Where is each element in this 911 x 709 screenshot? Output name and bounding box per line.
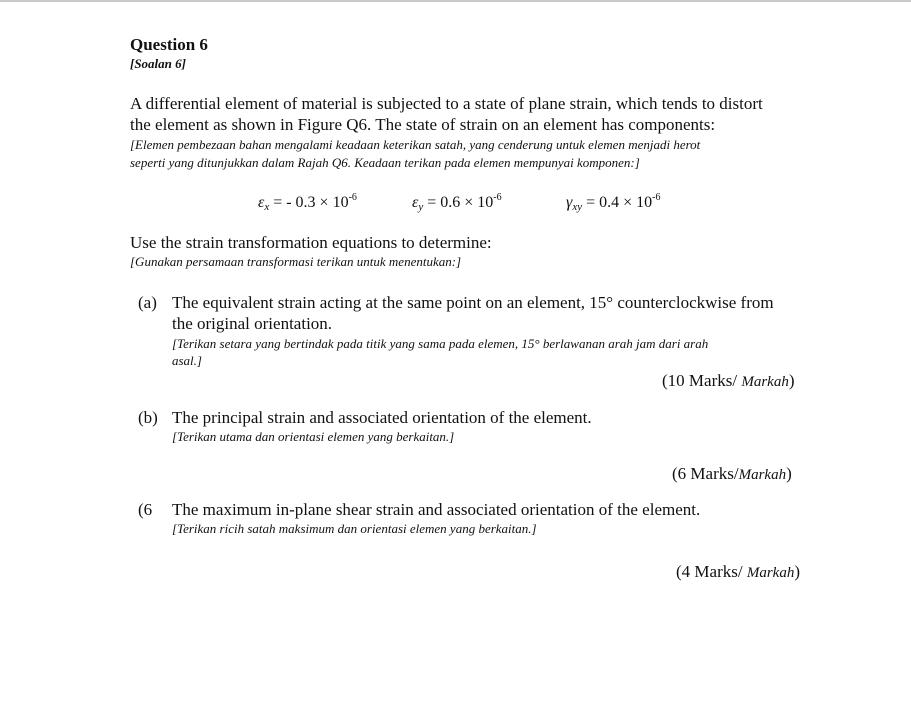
instruction-malay: [Gunakan persamaan transformasi terikan untuk menentukan:] bbox=[130, 254, 462, 269]
part-b-label: (b) bbox=[138, 408, 158, 427]
question-title-malay: [Soalan 6] bbox=[130, 56, 186, 71]
intro-malay-line-1: [Elemen pembezaan bahan mengalami keadaan keterikan satah, yang cenderung untuk elemen menjadi herot bbox=[130, 137, 701, 152]
part-c-label: (6 bbox=[138, 500, 153, 519]
part-b-marks: (6 Marks/Markah) bbox=[672, 464, 792, 483]
instruction-text: Use the strain transformation equations to determine: bbox=[130, 233, 492, 252]
part-a-marks: (10 Marks/ Markah) bbox=[662, 371, 795, 390]
intro-line-2: the element as shown in Figure Q6. The state of strain on an element has components: bbox=[130, 115, 716, 134]
part-a-malay-line-2: asal.] bbox=[172, 353, 202, 368]
part-a-line-1: The equivalent strain acting at the same point on an element, 15° counterclockwise from bbox=[172, 293, 774, 312]
page-top-border bbox=[0, 0, 911, 2]
part-c-malay-line-1: [Terikan ricih satah maksimum dan orientasi elemen yang berkaitan.] bbox=[172, 521, 537, 536]
strain-epsilon-x: $\varepsilon_x$ = - $0.3 \times 10^{-6}$ bbox=[258, 192, 357, 213]
intro-malay-line-2: seperti yang ditunjukkan dalam Rajah Q6. Keadaan terikan pada elemen mempunyai komponen:] bbox=[130, 155, 640, 170]
part-a-label: (a) bbox=[138, 293, 157, 312]
strain-gamma-xy: $\gamma_{xy} = 0.4 \times 10^{-6}$ bbox=[566, 192, 661, 213]
part-b-malay-line-1: [Terikan utama dan orientasi elemen yang berkaitan.] bbox=[172, 429, 455, 444]
question-title: Question 6 bbox=[130, 35, 208, 54]
part-c-marks: (4 Marks/ Markah) bbox=[676, 562, 800, 581]
part-c-line-1: The maximum in-plane shear strain and associated orientation of the element. bbox=[172, 500, 701, 519]
part-b-line-1: The principal strain and associated orientation of the element. bbox=[172, 408, 592, 427]
part-a-malay-line-1: [Terikan setara yang bertindak pada titik yang sama pada elemen, 15° berlawanan arah jam dari arah bbox=[172, 336, 709, 351]
strain-epsilon-y: $\varepsilon_y = 0.6 \times 10^{-6}$ bbox=[412, 192, 502, 213]
intro-line-1: A differential element of material is subjected to a state of plane strain, which tends to distort bbox=[130, 94, 763, 113]
part-a-line-2: the original orientation. bbox=[172, 314, 333, 333]
